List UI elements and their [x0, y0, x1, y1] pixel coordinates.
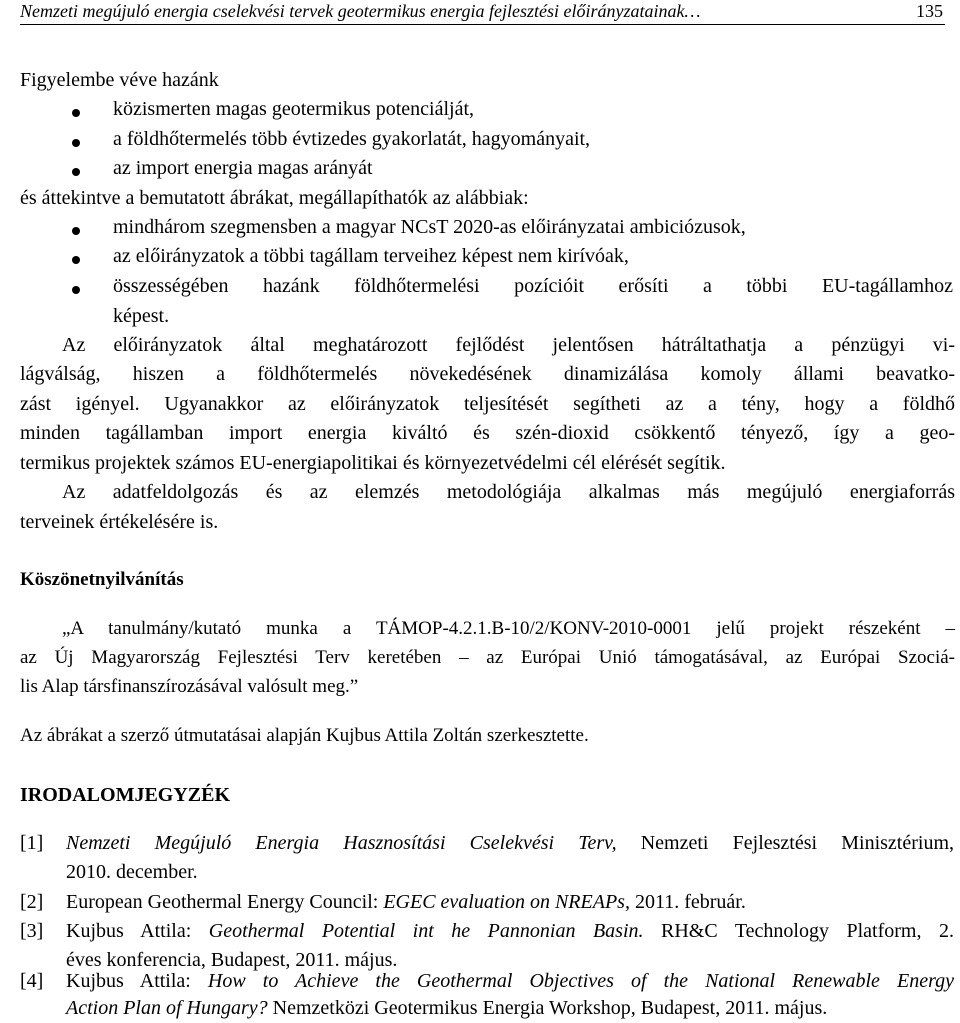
reference-number: [1] [20, 832, 44, 854]
bullet-icon [72, 168, 80, 176]
references-heading: IRODALOMJEGYZÉK [20, 784, 231, 806]
reference-line: Kujbus Attila: Geothermal Potential int he Pannonian Basin. RH&C Technology Platform, 2. [66, 920, 954, 942]
ack-heading: Köszönetnyilvánítás [20, 569, 184, 590]
intro-bullet: az import energia magas arányát [113, 157, 373, 179]
paragraph-line: minden tagállamban import energia kiváltó és szén-dioxid csökkentő tényező, így a geo- [20, 422, 955, 444]
finding-bullet: mindhárom szegmensben a magyar NCsT 2020-as előirányzatai ambiciózusok, [113, 216, 746, 238]
ack-line: „A tanulmány/kutató munka a TÁMOP-4.2.1.B-10/2/KONV-2010-0001 jelű projekt részeként – [62, 618, 955, 639]
bullet-icon [72, 256, 80, 264]
finding-bullet-continuation: képest. [113, 305, 170, 327]
page-number: 135 [916, 1, 943, 21]
finding-bullet: az előirányzatok a többi tagállam terveihez képest nem kirívóak, [113, 245, 629, 267]
intro-lead: Figyelembe véve hazánk [20, 69, 219, 91]
ack-line: lis Alap társfinanszírozásával valósult meg.” [20, 676, 359, 697]
paragraph-line: Az adatfeldolgozás és az elemzés metodológiája alkalmas más megújuló energiaforrás [62, 481, 955, 503]
intro-bullet: a földhőtermelés több évtizedes gyakorlatát, hagyományait, [113, 128, 591, 150]
bullet-icon [72, 139, 80, 147]
paragraph-line: zást igényel. Ugyanakkor az előirányzatok teljesítését segítheti az a tény, hogy a földhő [20, 393, 955, 415]
paragraph-line: lágválság, hiszen a földhőtermelés növekedésének dinamizálása komoly állami beavatko- [20, 363, 955, 385]
running-header [20, 0, 945, 25]
reference-line: European Geothermal Energy Council: EGEC evaluation on NREAPs, 2011. február. [66, 891, 746, 913]
paragraph-line: terveinek értékelésére is. [20, 511, 219, 533]
bullet-icon [72, 286, 80, 294]
bullet-icon [72, 227, 80, 235]
reference-line: Nemzeti Megújuló Energia Hasznosítási Cselekvési Terv, Nemzeti Fejlesztési Minisztérium, [66, 832, 954, 854]
reference-number: [2] [20, 891, 44, 913]
paragraph-line: Az előirányzatok által meghatározott fejlődést jelentősen hátráltathatja a pénzügyi vi- [62, 334, 955, 356]
figure-credit: Az ábrákat a szerző útmutatásai alapján Kujbus Attila Zoltán szerkesztette. [20, 725, 589, 746]
intro-mid: és áttekintve a bemutatott ábrákat, megállapíthatók az alábbiak: [20, 187, 529, 209]
paragraph-line: termikus projektek számos EU-energiapolitikai és környezetvédelmi cél elérését segítik. [20, 452, 726, 474]
bullet-icon [72, 109, 80, 117]
reference-line: Action Plan of Hungary? Nemzetközi Geotermikus Energia Workshop, Budapest, 2011. május. [66, 997, 828, 1019]
running-header-title: Nemzeti megújuló energia cselekvési tervek geotermikus energia fejlesztési előirányzatainak… [20, 1, 701, 21]
reference-number: [4] [20, 970, 44, 992]
reference-line: Kujbus Attila: How to Achieve the Geothermal Objectives of the National Renewable Energy [66, 970, 954, 992]
reference-number: [3] [20, 920, 44, 942]
reference-line: 2010. december. [66, 861, 198, 883]
ack-line: az Új Magyarország Fejlesztési Terv keretében – az Európai Unió támogatásával, az Európai Szociá- [20, 647, 955, 668]
finding-bullet: összességében hazánk földhőtermelési pozícióit erősíti a többi EU-tagállamhoz [113, 275, 953, 297]
intro-bullet: közismerten magas geotermikus potenciálját, [113, 98, 474, 120]
reference-line: éves konferencia, Budapest, 2011. május. [66, 949, 398, 971]
